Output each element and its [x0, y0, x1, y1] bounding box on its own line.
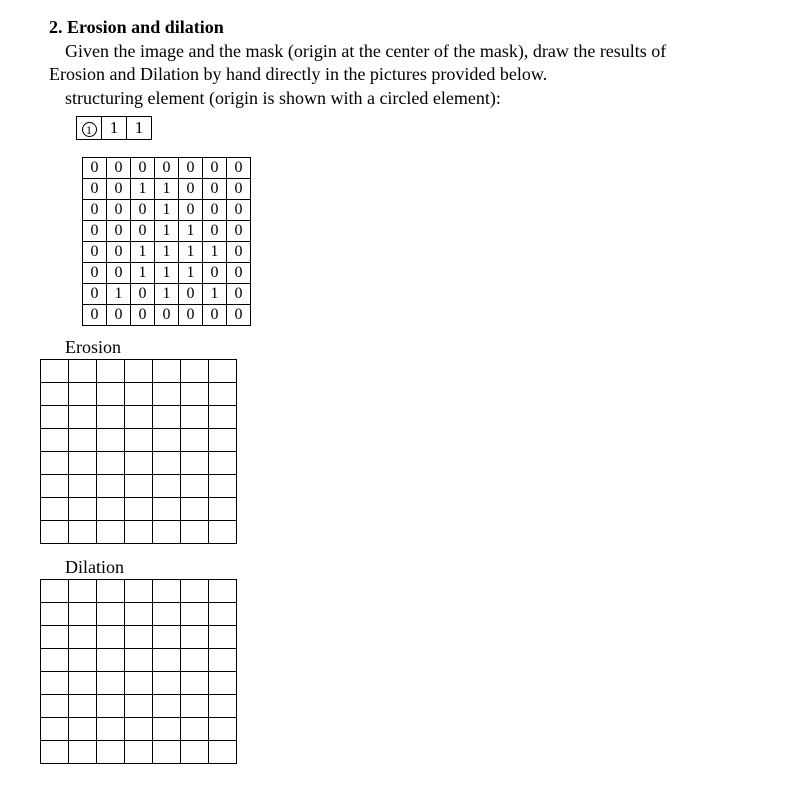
image-cell: 0 [179, 200, 203, 221]
image-cell: 0 [203, 179, 227, 200]
image-cell: 0 [107, 221, 131, 242]
image-cell: 0 [179, 179, 203, 200]
image-cell: 0 [227, 221, 251, 242]
dilation-cell[interactable] [181, 718, 209, 741]
dilation-cell[interactable] [125, 695, 153, 718]
grid-row [41, 383, 237, 406]
image-cell: 0 [179, 158, 203, 179]
image-row [83, 158, 251, 179]
dilation-cell[interactable] [97, 695, 125, 718]
dilation-cell[interactable] [125, 672, 153, 695]
erosion-cell[interactable] [41, 521, 69, 544]
dilation-cell[interactable] [69, 672, 97, 695]
dilation-cell[interactable] [41, 718, 69, 741]
grid-row [41, 718, 237, 741]
image-cell: 1 [131, 242, 155, 263]
dilation-cell[interactable] [41, 741, 69, 764]
dilation-answer-grid[interactable] [40, 579, 237, 764]
image-cell: 1 [179, 242, 203, 263]
dilation-cell[interactable] [181, 626, 209, 649]
dilation-cell[interactable] [97, 649, 125, 672]
image-cell: 0 [227, 179, 251, 200]
grid-row [41, 406, 237, 429]
erosion-cell[interactable] [181, 360, 209, 383]
erosion-cell[interactable] [97, 429, 125, 452]
dilation-label: Dilation [65, 557, 124, 577]
image-cell: 0 [155, 158, 179, 179]
dilation-cell[interactable] [69, 626, 97, 649]
image-row [83, 179, 251, 200]
image-cell: 0 [83, 221, 107, 242]
erosion-cell[interactable] [41, 383, 69, 406]
image-cell: 0 [203, 305, 227, 326]
erosion-cell[interactable] [209, 360, 237, 383]
image-cell: 0 [83, 305, 107, 326]
erosion-cell[interactable] [97, 498, 125, 521]
erosion-cell[interactable] [209, 521, 237, 544]
problem-heading: 2. Erosion and dilation [49, 17, 224, 37]
image-cell: 0 [155, 305, 179, 326]
image-cell: 0 [107, 305, 131, 326]
grid-row [41, 695, 237, 718]
erosion-cell[interactable] [153, 383, 181, 406]
image-cell: 0 [179, 305, 203, 326]
image-row [83, 200, 251, 221]
erosion-label: Erosion [65, 337, 121, 357]
structuring-element-caption: structuring element (origin is shown with a circled element): [65, 88, 501, 108]
image-cell: 1 [179, 221, 203, 242]
image-cell: 0 [179, 284, 203, 305]
image-cell: 1 [155, 179, 179, 200]
image-cell: 0 [83, 158, 107, 179]
image-cell: 1 [155, 200, 179, 221]
grid-row [41, 360, 237, 383]
dilation-cell[interactable] [181, 672, 209, 695]
erosion-cell[interactable] [181, 475, 209, 498]
structuring-element-cell: 1 [102, 117, 127, 140]
erosion-cell[interactable] [69, 498, 97, 521]
image-cell: 0 [227, 263, 251, 284]
dilation-cell[interactable] [125, 718, 153, 741]
grid-row [41, 498, 237, 521]
dilation-cell[interactable] [97, 580, 125, 603]
erosion-cell[interactable] [181, 498, 209, 521]
erosion-cell[interactable] [209, 475, 237, 498]
dilation-cell[interactable] [209, 626, 237, 649]
image-cell: 0 [227, 305, 251, 326]
image-cell: 0 [203, 158, 227, 179]
erosion-cell[interactable] [69, 521, 97, 544]
erosion-cell[interactable] [125, 383, 153, 406]
dilation-cell[interactable] [69, 649, 97, 672]
image-cell: 0 [107, 263, 131, 284]
image-row [83, 305, 251, 326]
erosion-cell[interactable] [125, 452, 153, 475]
problem-text-line-1: Given the image and the mask (origin at the center of the mask), draw the results of [65, 41, 667, 61]
erosion-cell[interactable] [181, 452, 209, 475]
image-cell: 1 [155, 242, 179, 263]
erosion-cell[interactable] [125, 498, 153, 521]
erosion-cell[interactable] [41, 406, 69, 429]
erosion-cell[interactable] [41, 452, 69, 475]
erosion-cell[interactable] [41, 429, 69, 452]
dilation-cell[interactable] [41, 672, 69, 695]
image-cell: 0 [131, 305, 155, 326]
dilation-cell[interactable] [181, 649, 209, 672]
erosion-cell[interactable] [153, 406, 181, 429]
erosion-cell[interactable] [125, 429, 153, 452]
image-cell: 1 [203, 242, 227, 263]
erosion-cell[interactable] [181, 406, 209, 429]
dilation-cell[interactable] [181, 695, 209, 718]
image-row [83, 263, 251, 284]
dilation-cell[interactable] [153, 672, 181, 695]
grid-row [41, 429, 237, 452]
dilation-cell[interactable] [41, 626, 69, 649]
dilation-cell[interactable] [41, 603, 69, 626]
image-cell: 1 [131, 263, 155, 284]
structuring-element [76, 116, 152, 140]
image-row [83, 284, 251, 305]
structuring-element-cell: 1 [127, 117, 152, 140]
grid-row [41, 580, 237, 603]
erosion-cell[interactable] [69, 360, 97, 383]
image-cell: 0 [227, 284, 251, 305]
grid-row [41, 741, 237, 764]
erosion-cell[interactable] [209, 383, 237, 406]
erosion-cell[interactable] [69, 429, 97, 452]
image-cell: 0 [227, 158, 251, 179]
dilation-cell[interactable] [69, 718, 97, 741]
dilation-cell[interactable] [153, 718, 181, 741]
dilation-cell[interactable] [153, 741, 181, 764]
erosion-cell[interactable] [97, 406, 125, 429]
image-cell: 1 [203, 284, 227, 305]
dilation-cell[interactable] [69, 603, 97, 626]
image-row [83, 242, 251, 263]
image-cell: 1 [155, 263, 179, 284]
dilation-cell[interactable] [181, 603, 209, 626]
erosion-cell[interactable] [97, 383, 125, 406]
dilation-cell[interactable] [97, 626, 125, 649]
erosion-cell[interactable] [41, 475, 69, 498]
image-cell: 0 [107, 158, 131, 179]
erosion-cell[interactable] [125, 406, 153, 429]
erosion-cell[interactable] [181, 383, 209, 406]
image-cell: 1 [107, 284, 131, 305]
dilation-cell[interactable] [41, 580, 69, 603]
grid-row [41, 475, 237, 498]
dilation-cell[interactable] [153, 626, 181, 649]
image-cell: 0 [83, 179, 107, 200]
dilation-cell[interactable] [181, 580, 209, 603]
dilation-cell[interactable] [69, 580, 97, 603]
dilation-cell[interactable] [153, 695, 181, 718]
input-image-grid [82, 157, 251, 326]
dilation-cell[interactable] [209, 603, 237, 626]
erosion-cell[interactable] [209, 406, 237, 429]
image-cell: 0 [131, 221, 155, 242]
dilation-cell[interactable] [125, 649, 153, 672]
dilation-cell[interactable] [97, 718, 125, 741]
dilation-cell[interactable] [209, 695, 237, 718]
image-cell: 0 [131, 158, 155, 179]
image-cell: 0 [83, 200, 107, 221]
image-cell: 1 [155, 284, 179, 305]
dilation-cell[interactable] [209, 580, 237, 603]
image-cell: 0 [107, 179, 131, 200]
dilation-cell[interactable] [153, 649, 181, 672]
erosion-cell[interactable] [97, 521, 125, 544]
erosion-cell[interactable] [209, 498, 237, 521]
erosion-answer-grid[interactable] [40, 359, 237, 544]
erosion-cell[interactable] [97, 452, 125, 475]
image-cell: 0 [131, 284, 155, 305]
dilation-cell[interactable] [125, 741, 153, 764]
image-cell: 0 [227, 200, 251, 221]
erosion-cell[interactable] [181, 521, 209, 544]
dilation-cell[interactable] [125, 580, 153, 603]
erosion-cell[interactable] [153, 475, 181, 498]
erosion-cell[interactable] [153, 360, 181, 383]
image-cell: 0 [107, 242, 131, 263]
image-cell: 0 [131, 200, 155, 221]
dilation-cell[interactable] [153, 580, 181, 603]
grid-row [41, 521, 237, 544]
dilation-cell[interactable] [209, 741, 237, 764]
dilation-cell[interactable] [125, 603, 153, 626]
image-cell: 0 [83, 263, 107, 284]
image-cell: 0 [227, 242, 251, 263]
image-cell: 1 [179, 263, 203, 284]
dilation-cell[interactable] [41, 695, 69, 718]
grid-row [41, 672, 237, 695]
erosion-cell[interactable] [181, 429, 209, 452]
erosion-cell[interactable] [41, 360, 69, 383]
erosion-cell[interactable] [125, 475, 153, 498]
erosion-cell[interactable] [41, 498, 69, 521]
grid-row [41, 603, 237, 626]
erosion-cell[interactable] [153, 452, 181, 475]
dilation-cell[interactable] [153, 603, 181, 626]
erosion-cell[interactable] [209, 452, 237, 475]
dilation-cell[interactable] [97, 603, 125, 626]
dilation-cell[interactable] [69, 741, 97, 764]
erosion-cell[interactable] [69, 475, 97, 498]
image-row [83, 221, 251, 242]
grid-row [41, 626, 237, 649]
image-cell: 0 [107, 200, 131, 221]
structuring-element-origin-cell [77, 117, 102, 140]
dilation-cell[interactable] [209, 718, 237, 741]
erosion-cell[interactable] [153, 498, 181, 521]
erosion-cell[interactable] [69, 383, 97, 406]
origin-circle-icon: 1 [82, 122, 97, 137]
erosion-cell[interactable] [69, 406, 97, 429]
erosion-cell[interactable] [153, 429, 181, 452]
erosion-cell[interactable] [97, 360, 125, 383]
erosion-cell[interactable] [125, 521, 153, 544]
dilation-cell[interactable] [97, 741, 125, 764]
erosion-cell[interactable] [209, 429, 237, 452]
dilation-cell[interactable] [181, 741, 209, 764]
dilation-cell[interactable] [41, 649, 69, 672]
image-cell: 0 [83, 242, 107, 263]
grid-row [41, 649, 237, 672]
image-cell: 1 [155, 221, 179, 242]
erosion-cell[interactable] [125, 360, 153, 383]
image-cell: 0 [203, 263, 227, 284]
dilation-cell[interactable] [209, 672, 237, 695]
grid-row [41, 452, 237, 475]
dilation-cell[interactable] [125, 626, 153, 649]
dilation-cell[interactable] [209, 649, 237, 672]
problem-text-line-2: Erosion and Dilation by hand directly in the pictures provided below. [49, 64, 548, 84]
image-cell: 0 [203, 221, 227, 242]
dilation-cell[interactable] [97, 672, 125, 695]
dilation-cell[interactable] [69, 695, 97, 718]
image-cell: 0 [203, 200, 227, 221]
erosion-cell[interactable] [153, 521, 181, 544]
image-cell: 0 [83, 284, 107, 305]
image-cell: 1 [131, 179, 155, 200]
erosion-cell[interactable] [69, 452, 97, 475]
erosion-cell[interactable] [97, 475, 125, 498]
